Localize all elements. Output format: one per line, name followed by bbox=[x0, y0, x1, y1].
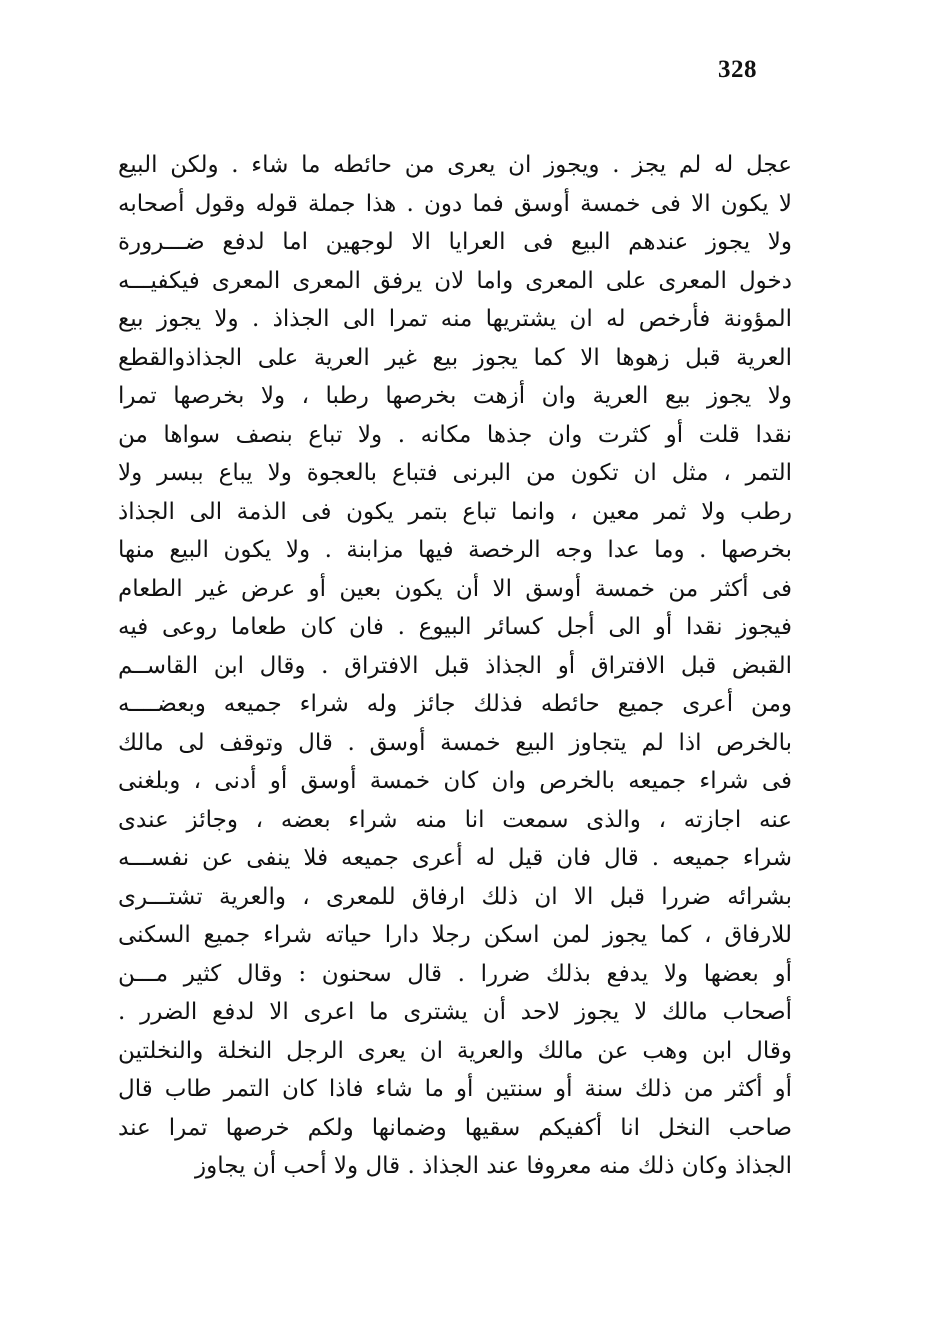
text-line: بالخرص اذا لم يتجاوز البيع خمسة أوسق . قال وتوقف لى مالك bbox=[118, 729, 792, 756]
text-line: أصحاب مالك لا يجوز لاحد أن يشترى ما اعرى الا لدفع الضرر . bbox=[118, 999, 792, 1025]
text-line: ولا يجوز بيع العرية وان أزهت بخرصها رطبا ، ولا بخرصها تمرا bbox=[118, 383, 792, 409]
body-text bbox=[118, 146, 792, 1186]
text-line: أو أكثر من ذلك سنة أو سنتين أو ما شاء فاذا كان التمر طاب قال bbox=[118, 1076, 792, 1102]
text-line: الجذاذ وكان ذلك منه معروفا عند الجذاذ . قال ولا أحب أن يجاوز bbox=[195, 1153, 792, 1179]
text-line: فى شراء جميعه بالخرص وان كان خمسة أوسق أو أدنى ، وبلغنى bbox=[118, 768, 792, 794]
text-line: بخرصها . وما عدا وجه الرخصة فيها مزابنة . ولا يكون البيع منها bbox=[118, 537, 792, 563]
text-line: للارفاق ، كما يجوز لمن اسكن رجلا دارا حياته شراء جميع السكنى bbox=[118, 922, 792, 948]
text-line: نقدا قلت أو كثرت وان جذها مكانه . ولا تباع بنصف سواها من bbox=[118, 421, 792, 448]
text-line: دخول المعرى على المعرى واما لان يرفق المعرى المعرى فيكفيـــه bbox=[118, 267, 792, 294]
text-line: التمر ، مثل ان تكون من البرنى فتباع بالعجوة ولا يباع ببسر ولا bbox=[118, 460, 792, 486]
text-line: شراء جميعه . قال فان قيل له أعرى جميعه فلا ينفى عن نفســـه bbox=[118, 845, 792, 871]
text-line: رطب ولا ثمر معين ، وانما تباع بتمر يكون فى الذمة الى الجذاذ bbox=[118, 498, 792, 525]
text-line: ومن أعرى جميع حائطه فذلك جائز وله شراء جميعه وبعضــــه bbox=[118, 691, 792, 717]
text-line: صاحب النخل انا أكفيكم سقيها وضمانها ولكم خرصها تمرا عند bbox=[118, 1114, 792, 1141]
text-line: بشرائه ضررا قبل الا ان ذلك ارفاق للمعرى ، والعرية تشتـــرى bbox=[118, 883, 792, 910]
text-line: فيجوز نقدا أو الى أجل كسائر البيوع . فان كان طعاما روعى فيه bbox=[118, 614, 792, 640]
text-line: عجل له لم يجز . ويجوز ان يعرى من حائطه ما شاء . ولكن البيع bbox=[118, 152, 792, 178]
text-line: المؤونة فأرخص له ان يشتريها منه تمرا الى الجذاذ . ولا يجوز بيع bbox=[118, 306, 792, 332]
text-line: لا يكون الا فى خمسة أوسق فما دون . هذا جملة قوله وقول أصحابه bbox=[118, 190, 792, 217]
text-line: فى أكثر من خمسة أوسق الا أن يكون بعين أو عرض غير الطعام bbox=[118, 575, 792, 602]
page-number: 328 bbox=[718, 56, 757, 83]
text-line: القبض قبل الافتراق أو الجذاذ قبل الافتراق . وقال ابن القاســم bbox=[118, 652, 792, 679]
text-line: عنه اجازته ، والذى سمعت انا منه شراء بعضه ، وجائز عندى bbox=[118, 806, 792, 833]
text-line: العرية قبل زهوها الا كما يجوز بيع غير العرية على الجذاذوالقطع bbox=[118, 344, 792, 371]
text-line: ولا يجوز عندهم البيع فى العرايا الا لوجهين اما لدفع ضـــرورة bbox=[118, 229, 792, 255]
text-line: أو بعضها ولا يدفع بذلك ضررا . قال سحنون : وقال كثير مـــن bbox=[118, 960, 792, 987]
text-line: وقال ابن وهب عن مالك والعرية ان يعرى الرجل النخلة والنخلتين bbox=[118, 1037, 792, 1064]
